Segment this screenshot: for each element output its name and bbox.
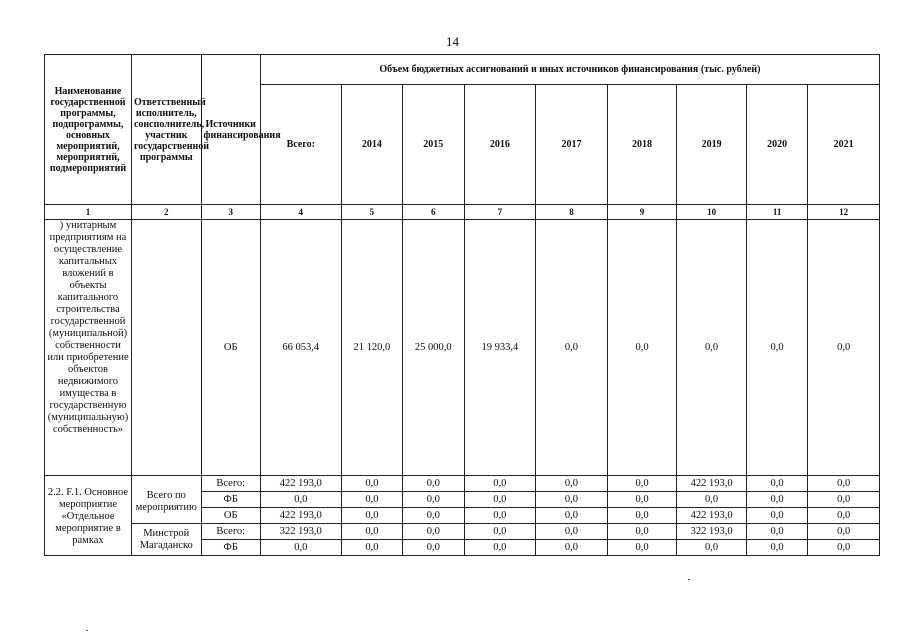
cell-2016: 0,0 — [464, 508, 536, 524]
col-number: 3 — [201, 205, 260, 220]
cell-2019: 422 193,0 — [677, 476, 747, 492]
row-name: ) унитарным предприятиям на осуществление капитальных вложений в объекты капитального строительства государственной (муниципальной) собственности или приобретение объектов недвижимого имущества в государственную (муниципальную) собственность» — [45, 220, 132, 476]
col-number: 8 — [536, 205, 608, 220]
header-year-2016: 2016 — [464, 85, 536, 205]
cell-total: 66 053,4 — [260, 220, 341, 476]
cell-2014: 0,0 — [341, 540, 402, 556]
header-volume: Объем бюджетных ассигнований и иных источников финансирования (тыс. рублей) — [260, 55, 879, 85]
col-number: 5 — [341, 205, 402, 220]
cell-2014: 0,0 — [341, 508, 402, 524]
cell-2015: 0,0 — [403, 524, 464, 540]
row-responsible: Всего по мероприятию — [131, 476, 201, 524]
cell-2020: 0,0 — [746, 540, 807, 556]
col-number: 2 — [131, 205, 201, 220]
cell-2015: 0,0 — [403, 540, 464, 556]
page-number: 14 — [446, 34, 459, 49]
header-name-column: Наименование государственной программы, подпрограммы, основных мероприятий, мероприятий, подмероприятий — [45, 55, 132, 205]
header-year-2015: 2015 — [403, 85, 464, 205]
scan-speck — [86, 630, 88, 631]
col-number: 7 — [464, 205, 536, 220]
cell-2018: 0,0 — [607, 476, 677, 492]
row-source: ФБ — [201, 540, 260, 556]
cell-2021: 0,0 — [808, 220, 880, 476]
cell-2021: 0,0 — [808, 508, 880, 524]
cell-2020: 0,0 — [746, 476, 807, 492]
cell-2020: 0,0 — [746, 524, 807, 540]
row-source: ФБ — [201, 492, 260, 508]
cell-2021: 0,0 — [808, 476, 880, 492]
col-number: 4 — [260, 205, 341, 220]
header-year-2014: 2014 — [341, 85, 402, 205]
cell-2018: 0,0 — [607, 492, 677, 508]
cell-2017: 0,0 — [536, 492, 608, 508]
cell-2021: 0,0 — [808, 492, 880, 508]
table-row — [45, 220, 880, 476]
header-year-2021: 2021 — [808, 85, 880, 205]
header-total: Всего: — [260, 85, 341, 205]
cell-2019: 322 193,0 — [677, 524, 747, 540]
header-source-column: Источники финансирования — [201, 55, 260, 205]
cell-2019: 0,0 — [677, 540, 747, 556]
cell-2016: 0,0 — [464, 540, 536, 556]
cell-2021: 0,0 — [808, 524, 880, 540]
header-year-2020: 2020 — [746, 85, 807, 205]
row-responsible — [131, 220, 201, 476]
scan-speck — [688, 579, 690, 580]
row-responsible: Минстрой Магаданско — [131, 524, 201, 556]
header-responsible-column: Ответственный исполнитель, соисполнитель, участник государственной программы — [131, 55, 201, 205]
cell-2020: 0,0 — [746, 508, 807, 524]
cell-2017: 0,0 — [536, 220, 608, 476]
cell-total: 422 193,0 — [260, 476, 341, 492]
col-number: 10 — [677, 205, 747, 220]
cell-2019: 0,0 — [677, 220, 747, 476]
col-number: 9 — [607, 205, 677, 220]
cell-2017: 0,0 — [536, 476, 608, 492]
cell-2014: 0,0 — [341, 476, 402, 492]
cell-2017: 0,0 — [536, 540, 608, 556]
cell-2015: 0,0 — [403, 492, 464, 508]
cell-2015: 0,0 — [403, 476, 464, 492]
cell-total: 0,0 — [260, 492, 341, 508]
cell-2018: 0,0 — [607, 540, 677, 556]
col-number: 12 — [808, 205, 880, 220]
budget-table — [44, 54, 880, 556]
cell-2016: 0,0 — [464, 492, 536, 508]
cell-2020: 0,0 — [746, 220, 807, 476]
row-source: Всего: — [201, 524, 260, 540]
cell-2014: 0,0 — [341, 492, 402, 508]
cell-2016: 0,0 — [464, 524, 536, 540]
cell-2018: 0,0 — [607, 524, 677, 540]
cell-total: 422 193,0 — [260, 508, 341, 524]
table-row — [45, 476, 880, 492]
cell-2015: 0,0 — [403, 508, 464, 524]
cell-2014: 21 120,0 — [341, 220, 402, 476]
cell-2016: 19 933,4 — [464, 220, 536, 476]
cell-2018: 0,0 — [607, 508, 677, 524]
cell-2016: 0,0 — [464, 476, 536, 492]
cell-2019: 0,0 — [677, 492, 747, 508]
cell-2021: 0,0 — [808, 540, 880, 556]
header-year-2019: 2019 — [677, 85, 747, 205]
row-name: 2.2. F.1. Основное мероприятие «Отдельное мероприятие в рамках — [45, 476, 132, 556]
col-number: 6 — [403, 205, 464, 220]
cell-2015: 25 000,0 — [403, 220, 464, 476]
header-year-2018: 2018 — [607, 85, 677, 205]
row-source: ОБ — [201, 508, 260, 524]
cell-2014: 0,0 — [341, 524, 402, 540]
cell-total: 0,0 — [260, 540, 341, 556]
cell-2019: 422 193,0 — [677, 508, 747, 524]
cell-2020: 0,0 — [746, 492, 807, 508]
row-source: ОБ — [201, 220, 260, 476]
cell-2017: 0,0 — [536, 524, 608, 540]
header-year-2017: 2017 — [536, 85, 608, 205]
table-row — [45, 524, 880, 540]
cell-2017: 0,0 — [536, 508, 608, 524]
col-number: 1 — [45, 205, 132, 220]
col-number: 11 — [746, 205, 807, 220]
row-source: Всего: — [201, 476, 260, 492]
cell-total: 322 193,0 — [260, 524, 341, 540]
column-numbers-row — [45, 205, 880, 220]
cell-2018: 0,0 — [607, 220, 677, 476]
